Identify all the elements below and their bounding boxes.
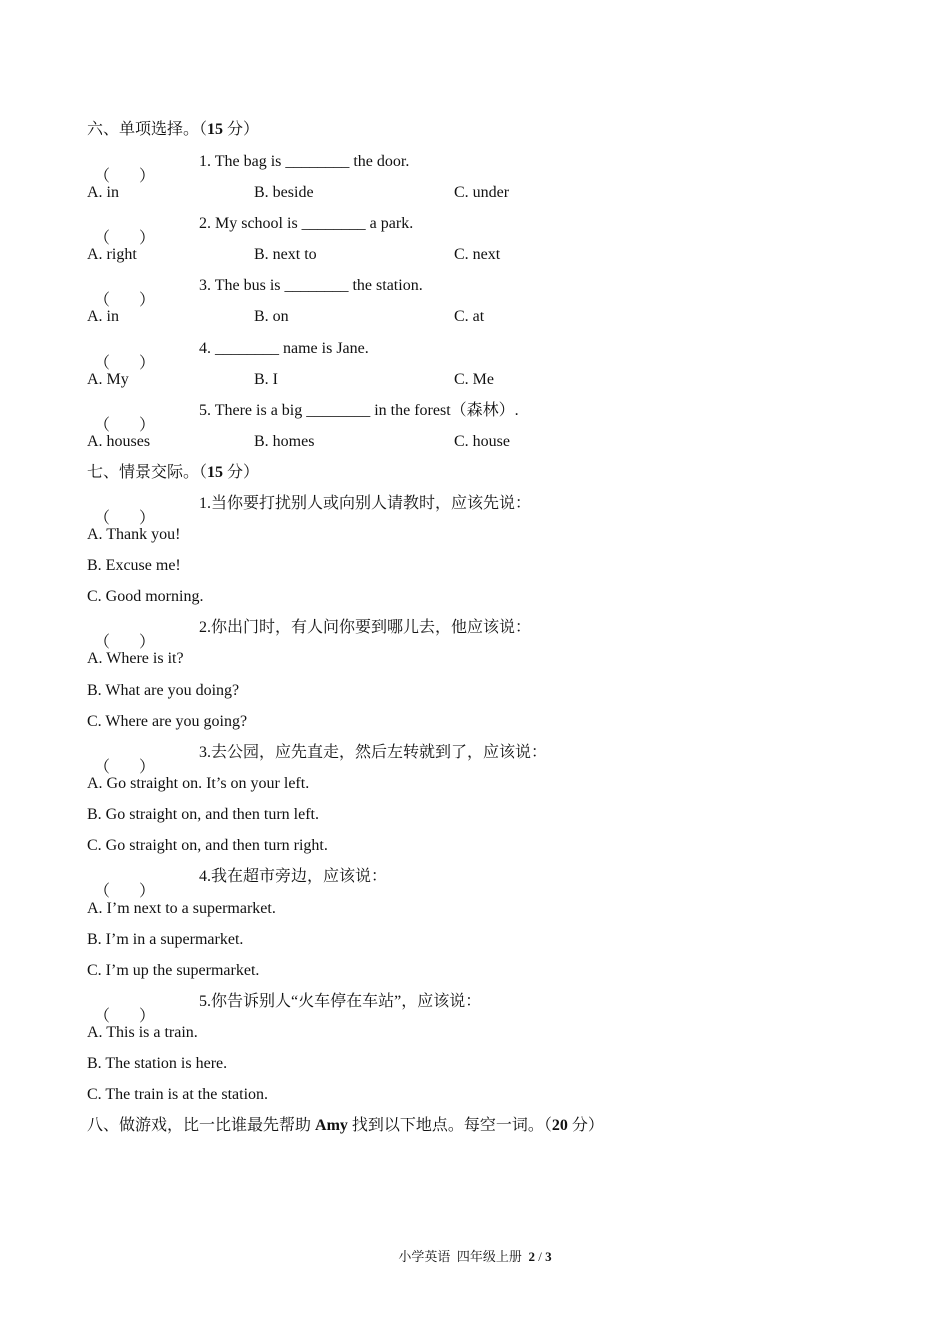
- s7-option-4a: A. I’m next to a supermarket.: [87, 900, 276, 917]
- s7-option-5a: A. This is a train.: [87, 1024, 198, 1041]
- section-6-title: 六、单项选择。（15 分）: [87, 121, 260, 138]
- s7-option-5b: B. The station is here.: [87, 1055, 228, 1072]
- section-7-title: 七、情景交际。（15 分）: [87, 464, 260, 481]
- s7-question-2: （ ） 2.你出门时，有人问你要到哪儿去，他应该说：: [94, 619, 532, 651]
- s7-option-4c: C. I’m up the supermarket.: [87, 962, 260, 979]
- s7-option-5c: C. The train is at the station.: [87, 1086, 269, 1103]
- s7-question-3: （ ） 3.去公园，应先直走，然后左转就到了，应该说：: [94, 744, 548, 776]
- s6-options-1: A. in B. beside C. under: [87, 184, 510, 201]
- s6-question-1: （ ） 1. The bag is ________ the door.: [94, 153, 410, 185]
- page-footer: 小学英语 四年级上册 2 / 3: [398, 1249, 552, 1264]
- s6-question-2: （ ） 2. My school is ________ a park.: [94, 215, 414, 247]
- s6-options-4: A. My B. I C. Me: [87, 371, 494, 388]
- s7-question-5: （ ） 5.你告诉别人“火车停在车站”，应该说：: [94, 993, 482, 1025]
- s7-option-3a: A. Go straight on. It’s on your left.: [87, 775, 310, 792]
- s7-option-2c: C. Where are you going?: [87, 713, 248, 730]
- s7-option-4b: B. I’m in a supermarket.: [87, 931, 244, 948]
- s7-option-1a: A. Thank you!: [87, 526, 181, 543]
- s6-question-3: （ ） 3. The bus is ________ the station.: [94, 277, 423, 309]
- s7-option-3b: B. Go straight on, and then turn left.: [87, 806, 319, 823]
- s6-options-5: A. houses B. homes C. house: [87, 433, 510, 450]
- s6-question-5: （ ） 5. There is a big ________ in the forest（森林）.: [94, 402, 519, 434]
- s7-option-3c: C. Go straight on, and then turn right.: [87, 837, 328, 854]
- s7-option-1c: C. Good morning.: [87, 588, 204, 605]
- s7-option-2b: B. What are you doing?: [87, 682, 240, 699]
- s6-options-3: A. in B. on C. at: [87, 308, 485, 325]
- total-pages: 3: [545, 1249, 552, 1264]
- section-8-title: 八、做游戏，比一比谁最先帮助 Amy 找到以下地点。每空一词。（20 分）: [87, 1117, 604, 1134]
- s7-option-1b: B. Excuse me!: [87, 557, 181, 574]
- s7-question-4: （ ） 4.我在超市旁边，应该说：: [94, 868, 388, 900]
- s7-question-1: （ ） 1.当你要打扰别人或向别人请教时，应该先说：: [94, 495, 532, 527]
- s7-option-2a: A. Where is it?: [87, 650, 184, 667]
- current-page-number: 2: [528, 1249, 535, 1264]
- s6-options-2: A. right B. next to C. next: [87, 246, 501, 263]
- s6-question-4: （ ） 4. ________ name is Jane.: [94, 340, 369, 372]
